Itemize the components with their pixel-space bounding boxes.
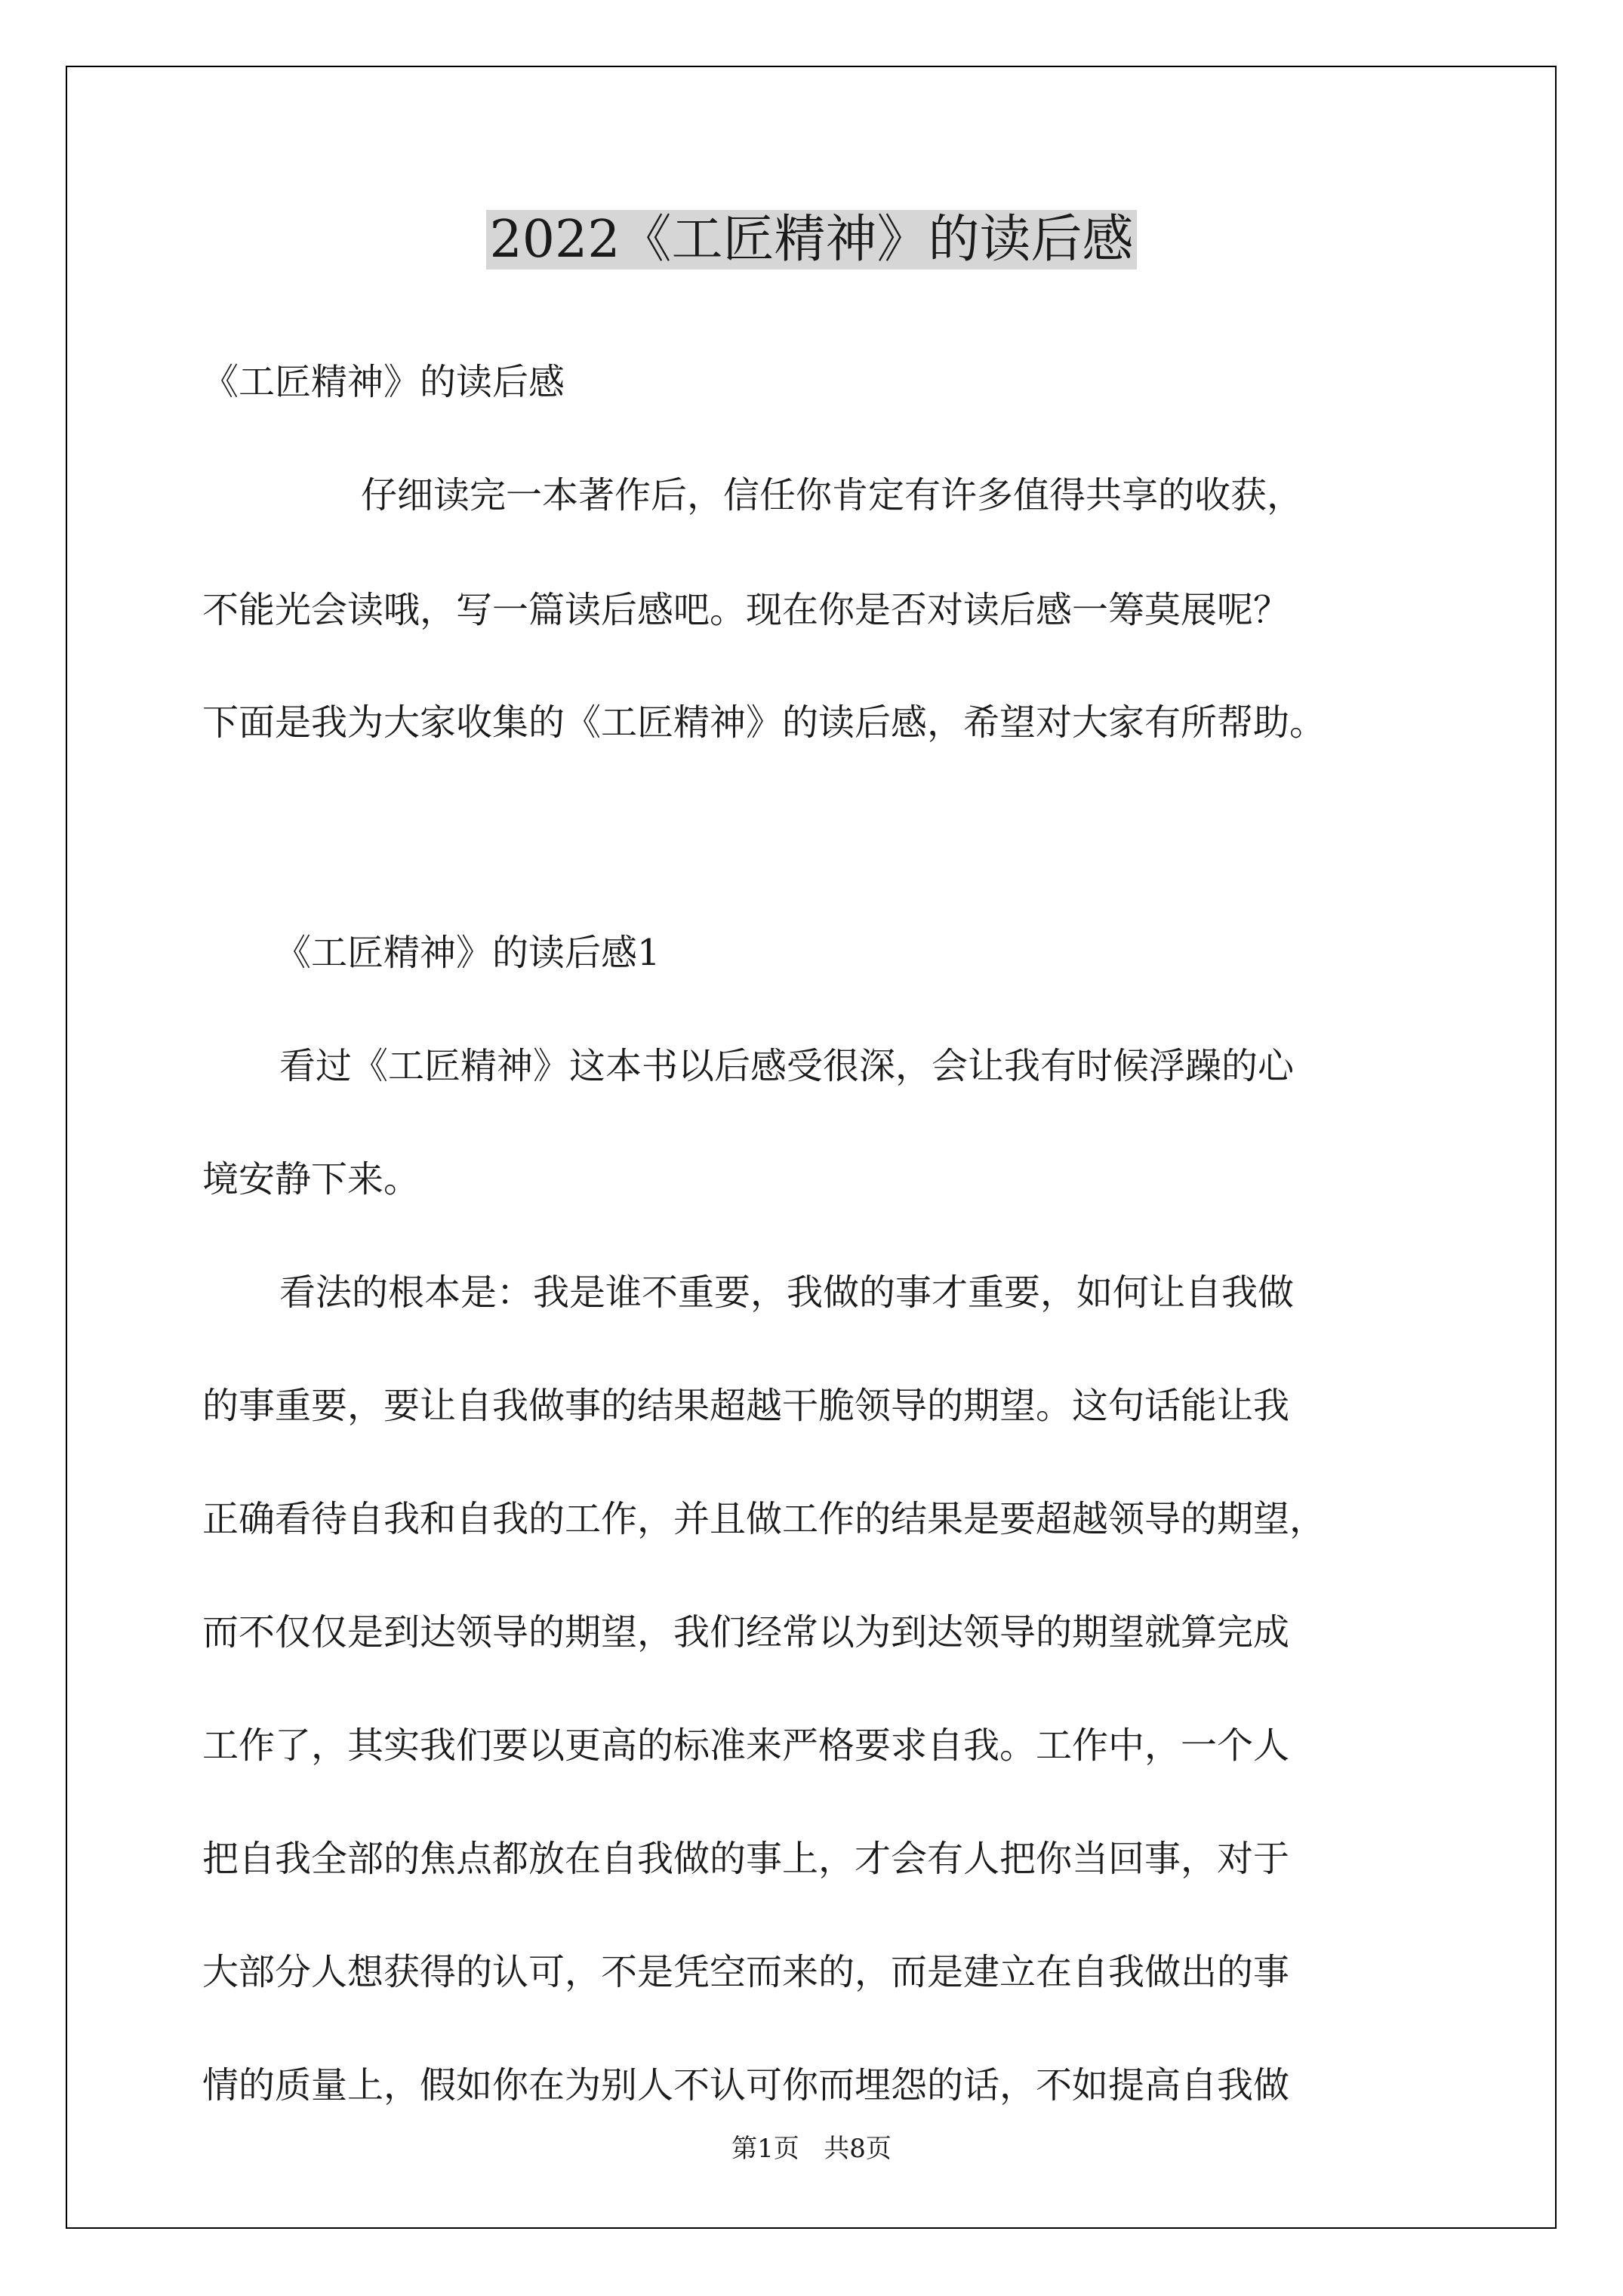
page-footer: 第1页 共8页	[731, 2134, 892, 2164]
paragraph-line: 大部分人想获得的认可，不是凭空而来的，而是建立在自我做出的事	[202, 1951, 1290, 1993]
intro-line: 不能光会读哦，写一篇读后感吧。现在你是否对读后感一筹莫展呢？	[202, 589, 1290, 631]
paragraph-line: 看过《工匠精神》这本书以后感受很深，会让我有时候浮躁的心	[279, 1045, 1295, 1087]
intro-line: 仔细读完一本著作后，信任你肯定有许多值得共享的收获，	[361, 474, 1304, 516]
document-subtitle: 《工匠精神》的读后感	[202, 361, 565, 403]
document-title-text: 2022《工匠精神》的读后感	[486, 210, 1136, 270]
paragraph-line: 而不仅仅是到达领导的期望，我们经常以为到达领导的期望就算完成	[202, 1611, 1290, 1653]
paragraph-line: 正确看待自我和自我的工作，并且做工作的结果是要超越领导的期望，	[202, 1498, 1326, 1540]
paragraph-line: 看法的根本是：我是谁不重要，我做的事才重要，如何让自我做	[279, 1271, 1295, 1314]
section-heading: 《工匠精神》的读后感1	[275, 932, 661, 974]
paragraph-line: 境安静下来。	[202, 1158, 420, 1200]
intro-line: 下面是我为大家收集的《工匠精神》的读后感，希望对大家有所帮助。	[202, 701, 1326, 744]
paragraph-line: 情的质量上，假如你在为别人不认可你而埋怨的话，不如提高自我做	[202, 2064, 1290, 2106]
paragraph-line: 工作了，其实我们要以更高的标准来严格要求自我。工作中，一个人	[202, 1724, 1290, 1767]
document-title	[0, 204, 1623, 276]
paragraph-line: 的事重要，要让自我做事的结果超越干脆领导的期望。这句话能让我	[202, 1385, 1290, 1427]
paragraph-line: 把自我全部的焦点都放在自我做的事上，才会有人把你当回事，对于	[202, 1838, 1290, 1880]
